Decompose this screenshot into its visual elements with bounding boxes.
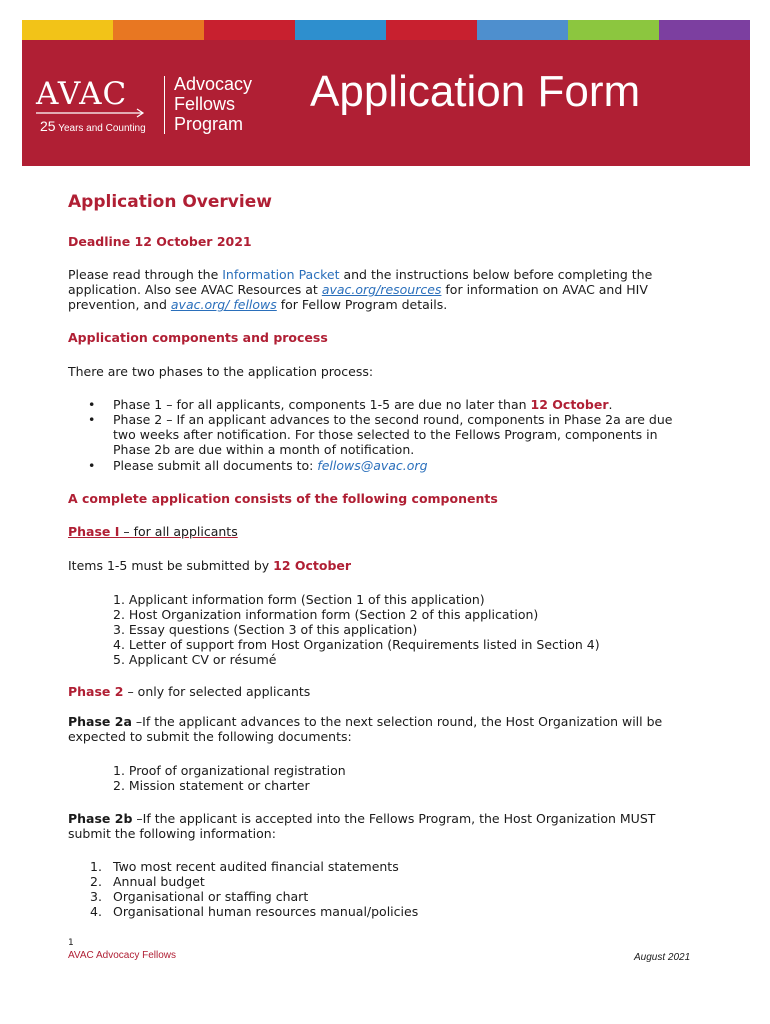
phase1-heading: Phase I – for all applicants [68, 524, 238, 539]
list-item: Organisational human resources manual/policies [113, 904, 419, 919]
header-banner [22, 40, 750, 166]
items-intro: Items 1-5 must be submitted by 12 October [68, 558, 352, 573]
pattern-segment [295, 20, 386, 40]
list-item: Two most recent audited financial statements [113, 859, 399, 874]
list-item: 4. Letter of support from Host Organization (Requirements listed in Section 4) [113, 637, 600, 652]
decorative-pattern-strip [22, 20, 750, 40]
list-item: Organisational or staffing chart [113, 889, 309, 904]
pattern-segment [204, 20, 295, 40]
logo-wordmark: AVAC [36, 76, 128, 112]
list-number: 2. [90, 874, 102, 889]
section-heading-components: A complete application consists of the following components [68, 491, 498, 506]
section-heading-overview: Application Overview [68, 192, 272, 212]
pattern-segment [659, 20, 750, 40]
bullet-icon: • [88, 397, 96, 412]
list-item: 1. Applicant information form (Section 1 of this application) [113, 592, 485, 607]
avac-fellows-link[interactable]: avac.org/ fellows [170, 297, 277, 312]
deadline-text: Deadline 12 October 2021 [68, 234, 252, 249]
phase2-heading: Phase 2 – only for selected applicants [68, 684, 311, 699]
bullet-icon: • [88, 412, 96, 427]
avac-resources-link[interactable]: avac.org/resources [321, 282, 442, 297]
information-packet-link[interactable]: Information Packet [222, 267, 340, 282]
avac-logo[interactable] [36, 76, 266, 146]
overview-paragraph-line3: prevention, and avac.org/ fellows for Fellow Program details. [68, 297, 448, 312]
pattern-segment [568, 20, 659, 40]
list-item: 3. Essay questions (Section 3 of this application) [113, 622, 418, 637]
page-title: Application Form [310, 67, 641, 116]
phase2b-paragraph: Phase 2b –If the applicant is accepted into the Fellows Program, the Host Organization MUST submit the following information: [68, 811, 656, 841]
list-item: 1. Proof of organizational registration [113, 763, 346, 778]
logo-tagline: 25 Years and Counting [40, 118, 146, 134]
overview-paragraph-line2: application. Also see AVAC Resources at avac.org/resources for information on AVAC and HIV [68, 282, 648, 297]
list-number: 3. [90, 889, 102, 904]
fellows-email-link[interactable]: fellows@avac.org [317, 458, 428, 473]
overview-paragraph-line1: Please read through the Information Packet and the instructions below before completing the [68, 267, 653, 282]
list-number: 4. [90, 904, 102, 919]
bullet-phase2: Phase 2 – If an applicant advances to the second round, components in Phase 2a are due two weeks after notification. For those selected to the Fellows Program, components in Phase 2b are due within a month of notification. [113, 412, 673, 457]
bullet-submit: Please submit all documents to: fellows@avac.org [113, 458, 428, 473]
list-item: Annual budget [113, 874, 205, 889]
list-item: 2. Host Organization information form (Section 2 of this application) [113, 607, 539, 622]
footer-date: August 2021 [634, 952, 691, 963]
process-intro: There are two phases to the application process: [68, 364, 374, 379]
bullet-phase1: Phase 1 – for all applicants, components 1-5 are due no later than 12 October. [113, 397, 613, 412]
section-heading-process: Application components and process [68, 330, 328, 345]
logo-divider [164, 76, 165, 134]
list-item: 2. Mission statement or charter [113, 778, 310, 793]
program-name: Advocacy Fellows Program [174, 74, 253, 134]
list-item: 5. Applicant CV or résumé [113, 652, 277, 667]
phase2a-paragraph: Phase 2a –If the applicant advances to the next selection round, the Host Organization will be expected to submit the following documents: [68, 714, 663, 744]
page-number: 1 [68, 938, 74, 948]
logo-arrow-icon [36, 108, 148, 118]
pattern-segment [386, 20, 477, 40]
bullet-icon: • [88, 458, 96, 473]
pattern-segment [113, 20, 204, 40]
footer-left-text: AVAC Advocacy Fellows [68, 950, 177, 961]
pattern-segment [22, 20, 113, 40]
list-number: 1. [90, 859, 102, 874]
pattern-segment [477, 20, 568, 40]
